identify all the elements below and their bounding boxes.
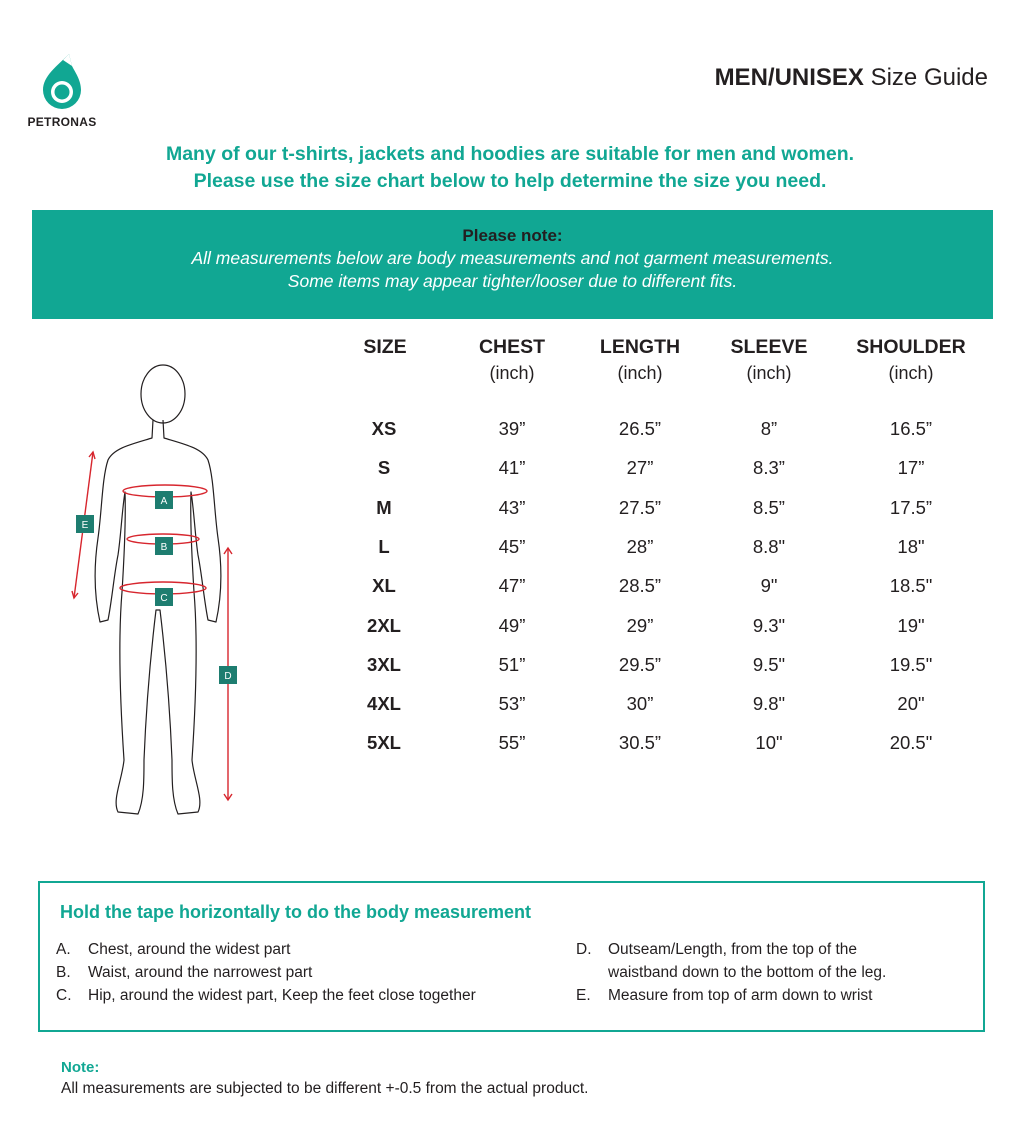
measurement-cell: 39” — [498, 418, 526, 439]
column-header-chest — [462, 334, 562, 386]
size-cell: XL — [372, 575, 396, 596]
brand-name: PETRONAS — [27, 115, 97, 129]
measurement-cell: 45” — [498, 536, 526, 557]
measurement-cell: 47” — [498, 575, 526, 596]
tag-d-label: D — [224, 671, 232, 682]
note-banner — [32, 210, 993, 319]
measurement-cell: 9.3" — [752, 615, 786, 636]
measurement-cell: 9.8" — [752, 693, 786, 714]
measurement-cell: 20" — [897, 693, 925, 714]
column-header-size — [345, 334, 425, 360]
size-cell: XS — [371, 418, 397, 439]
page-title — [715, 64, 988, 92]
measurement-cell: 28” — [626, 536, 654, 557]
measurement-cell: 41” — [498, 457, 526, 478]
measurement-cell: 9" — [760, 575, 778, 596]
column-header-unit: (inch) — [489, 363, 535, 383]
measurement-cell: 8.5” — [753, 497, 785, 518]
column-header-unit: (inch) — [888, 363, 934, 383]
measurement-cell: 17” — [897, 457, 925, 478]
tag-a-label: A — [160, 496, 168, 507]
measurement-cell: 49” — [498, 615, 526, 636]
instruction-text: Waist, around the narrowest part — [88, 964, 313, 981]
intro-line-1: Many of our t-shirts, jackets and hoodies are suitable for men and women. — [165, 143, 855, 165]
measurement-cell: 9.5" — [752, 654, 786, 675]
instruction-text: Outseam/Length, from the top of the — [608, 941, 858, 958]
size-cell: M — [376, 497, 392, 518]
instruction-key: C. — [56, 987, 72, 1004]
column-header-label: SHOULDER — [856, 336, 966, 358]
measurement-cell: 55” — [498, 732, 526, 753]
instruction-text: Hip, around the widest part, Keep the feet close together — [88, 987, 476, 1004]
petronas-drop-icon — [39, 52, 85, 112]
instruction-item — [56, 938, 290, 961]
measurement-cell: 29” — [626, 615, 654, 636]
measurement-cell: 8.8" — [752, 536, 786, 557]
measurement-cell: 43” — [498, 497, 526, 518]
measurement-cell: 18.5" — [889, 575, 933, 596]
note-banner-line-1: All measurements below are body measurements and not garment measurements. — [191, 248, 834, 268]
petronas-logo — [22, 52, 102, 129]
column-header-shoulder — [846, 334, 976, 386]
column-header-label: LENGTH — [599, 336, 681, 358]
size-cell: 5XL — [367, 732, 401, 753]
instructions-title: Hold the tape horizontally to do the body measurement — [60, 902, 532, 922]
footer-note-text: All measurements are subjected to be different +-0.5 from the actual product. — [61, 1080, 589, 1097]
measurement-cell: 18" — [897, 536, 925, 557]
size-cell: 4XL — [367, 693, 401, 714]
instruction-key: E. — [576, 987, 591, 1004]
size-cell: L — [378, 536, 390, 557]
note-banner-line-2: Some items may appear tighter/looser due to different fits. — [287, 271, 738, 291]
column-header-length — [585, 334, 695, 386]
measurement-lines — [72, 452, 232, 800]
measurement-cell: 27.5” — [618, 497, 662, 518]
instruction-item — [576, 961, 886, 984]
instruction-item — [56, 984, 476, 1007]
size-cell: S — [377, 457, 391, 478]
measurement-cell: 27” — [626, 457, 654, 478]
page-title-rest: Size Guide — [870, 64, 988, 91]
tag-e-label: E — [81, 520, 89, 531]
measurement-cell: 20.5" — [889, 732, 933, 753]
instruction-text: Measure from top of arm down to wrist — [608, 987, 873, 1004]
measurement-cell: 10" — [755, 732, 783, 753]
measurement-cell: 30” — [626, 693, 654, 714]
instruction-item — [56, 961, 312, 984]
column-header-label: SIZE — [363, 336, 407, 358]
size-cell: 2XL — [367, 615, 401, 636]
column-header-label: SLEEVE — [730, 336, 808, 358]
instruction-item — [576, 938, 857, 961]
size-cell: 3XL — [367, 654, 401, 675]
instruction-text: waistband down to the bottom of the leg. — [608, 964, 887, 981]
instruction-key: A. — [56, 941, 71, 958]
column-header-unit: (inch) — [746, 363, 792, 383]
instruction-key: B. — [56, 964, 71, 981]
note-banner-title: Please note: — [462, 226, 563, 245]
measurement-cell: 51” — [498, 654, 526, 675]
measurement-cell: 19" — [897, 615, 925, 636]
intro-text — [0, 141, 1020, 195]
measurement-cell: 53” — [498, 693, 526, 714]
measurement-cell: 16.5” — [889, 418, 933, 439]
measurement-cell: 8.3” — [753, 457, 785, 478]
column-header-label: CHEST — [478, 336, 546, 358]
instruction-text: Chest, around the widest part — [88, 941, 291, 958]
measurement-cell: 29.5” — [618, 654, 662, 675]
page-title-bold: MEN/UNISEX — [714, 64, 864, 91]
tag-c-label: C — [160, 593, 168, 604]
column-header-sleeve — [719, 334, 819, 386]
tag-b-label: B — [160, 542, 168, 553]
measurement-cell: 17.5” — [889, 497, 933, 518]
measurement-cell: 28.5” — [618, 575, 662, 596]
measurement-cell: 8” — [760, 418, 778, 439]
column-header-unit: (inch) — [617, 363, 663, 383]
instruction-item — [576, 984, 872, 1007]
measurement-cell: 26.5” — [618, 418, 662, 439]
footer-note-label: Note: — [61, 1059, 100, 1076]
body-measurement-figure — [60, 360, 250, 820]
instruction-key: D. — [576, 941, 592, 958]
measurement-cell: 19.5" — [889, 654, 933, 675]
measurement-cell: 30.5” — [618, 732, 662, 753]
intro-line-2: Please use the size chart below to help determine the size you need. — [193, 170, 827, 192]
